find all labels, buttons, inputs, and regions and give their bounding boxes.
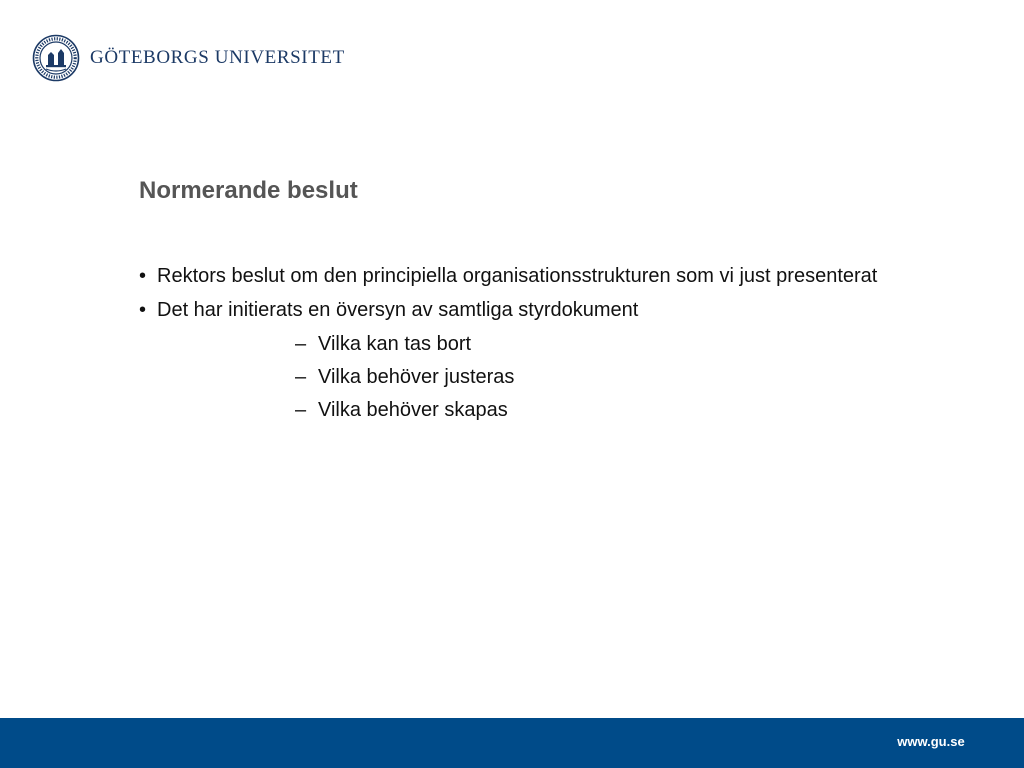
- dash-mark: –: [295, 366, 307, 388]
- sub-item: [295, 396, 899, 424]
- sub-item: [295, 330, 899, 358]
- bullet-item: [139, 296, 899, 324]
- footer-bar: [0, 718, 1024, 768]
- university-logo: [32, 34, 345, 82]
- bullet-text: Rektors beslut om den principiella organisationsstrukturen som vi just presenterat: [157, 265, 878, 287]
- sub-item: [295, 363, 899, 391]
- dash-mark: –: [295, 399, 307, 421]
- footer-url: www.gu.se: [897, 734, 965, 749]
- bullet-mark: •: [139, 299, 147, 321]
- dash-mark: –: [295, 333, 307, 355]
- slide-title: Normerande beslut: [139, 177, 358, 204]
- sub-item-text: Vilka behöver justeras: [318, 366, 515, 388]
- logo-text: GÖTEBORGS UNIVERSITET: [90, 47, 345, 68]
- sub-item-text: Vilka behöver skapas: [318, 399, 508, 421]
- bullet-text: Det har initierats en översyn av samtliga styrdokument: [157, 299, 639, 321]
- bullet-item: [139, 262, 899, 290]
- bullet-mark: •: [139, 265, 147, 287]
- slide-content: [139, 262, 899, 429]
- sub-item-text: Vilka kan tas bort: [318, 333, 472, 355]
- university-seal-icon: [32, 34, 80, 82]
